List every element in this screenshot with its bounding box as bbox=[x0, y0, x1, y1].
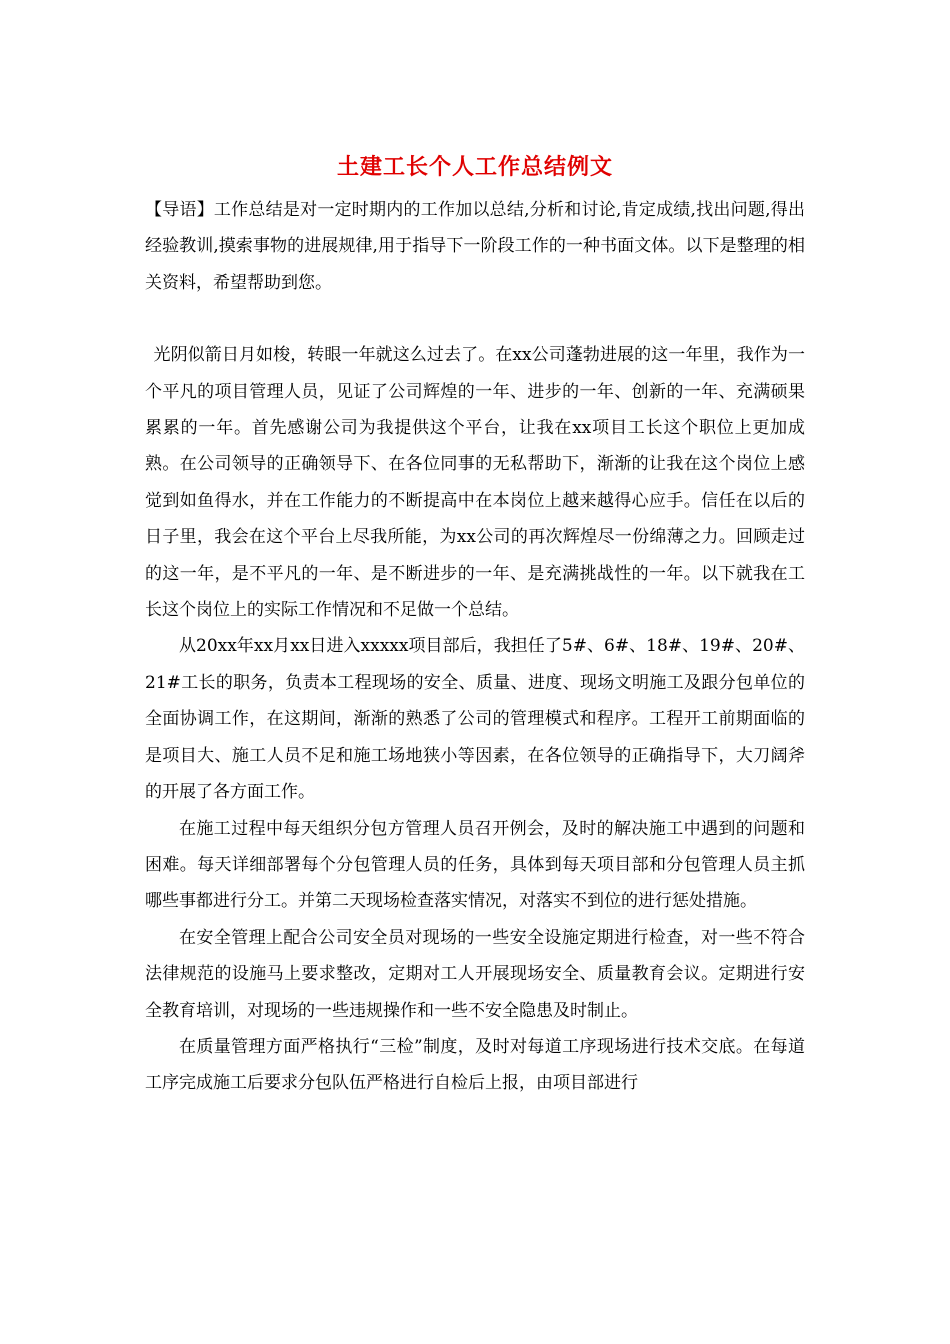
body-paragraph: 在质量管理方面严格执行“三检”制度，及时对每道工序现场进行技术交底。在每道工序完成施工后要求分包队伍严格进行自检后上报，由项目部进行 bbox=[145, 1036, 805, 1094]
document-title: 土建工长个人工作总结例文 bbox=[336, 154, 613, 180]
document-body bbox=[145, 192, 805, 1102]
paragraph-spacer bbox=[145, 301, 805, 337]
body-paragraph: 在安全管理上配合公司安全员对现场的一些安全设施定期进行检查，对一些不符合法律规范的设施马上要求整改，定期对工人开展现场安全、质量教育会议。定期进行安全教育培训，对现场的一些违规操作和一些不安全隐患及时制止。 bbox=[145, 927, 805, 1021]
body-paragraph: 光阴似箭日月如梭，转眼一年就这么过去了。在xx公司蓬勃进展的这一年里，我作为一个平凡的项目管理人员，见证了公司辉煌的一年、进步的一年、创新的一年、充满硕果累累的一年。首先感谢公司为我提供这个平台，让我在xx项目工长这个职位上更加成熟。在公司领导的正确领导下、在各位同事的无私帮助下，渐渐的让我在这个岗位上感觉到如鱼得水，并在工作能力的不断提高中在本岗位上越来越得心应手。信任在以后的日子里，我会在这个平台上尽我所能，为xx公司的再次辉煌尽一份绵薄之力。回顾走过的这一年，是不平凡的一年、是不断进步的一年、是充满挑战性的一年。以下就我在工长这个岗位上的实际工作情况和不足做一个总结。 bbox=[145, 345, 805, 621]
body-paragraph: 在施工过程中每天组织分包方管理人员召开例会，及时的解决施工中遇到的问题和困难。每天详细部署每个分包管理人员的任务，具体到每天项目部和分包管理人员主抓哪些事都进行分工。并第二天现场检查落实情况，对落实不到位的进行惩处措施。 bbox=[145, 818, 805, 912]
body-paragraph: 从20xx年xx月xx日进入xxxxx项目部后，我担任了5#、6#、18#、19#、20#、21#工长的职务，负责本工程现场的安全、质量、进度、现场文明施工及跟分包单位的全面协调工作，在这期间，渐渐的熟悉了公司的管理模式和程序。工程开工前期面临的是项目大、施工人员不足和施工场地狭小等因素，在各位领导的正确指导下，大刀阔斧的开展了各方面工作。 bbox=[145, 636, 805, 803]
intro-paragraph: 【导语】工作总结是对一定时期内的工作加以总结,分析和讨论,肯定成绩,找出问题,得出经验教训,摸索事物的进展规律,用于指导下一阶段工作的一种书面文体。以下是整理的相关资料，希望帮助到您。 bbox=[145, 200, 805, 293]
